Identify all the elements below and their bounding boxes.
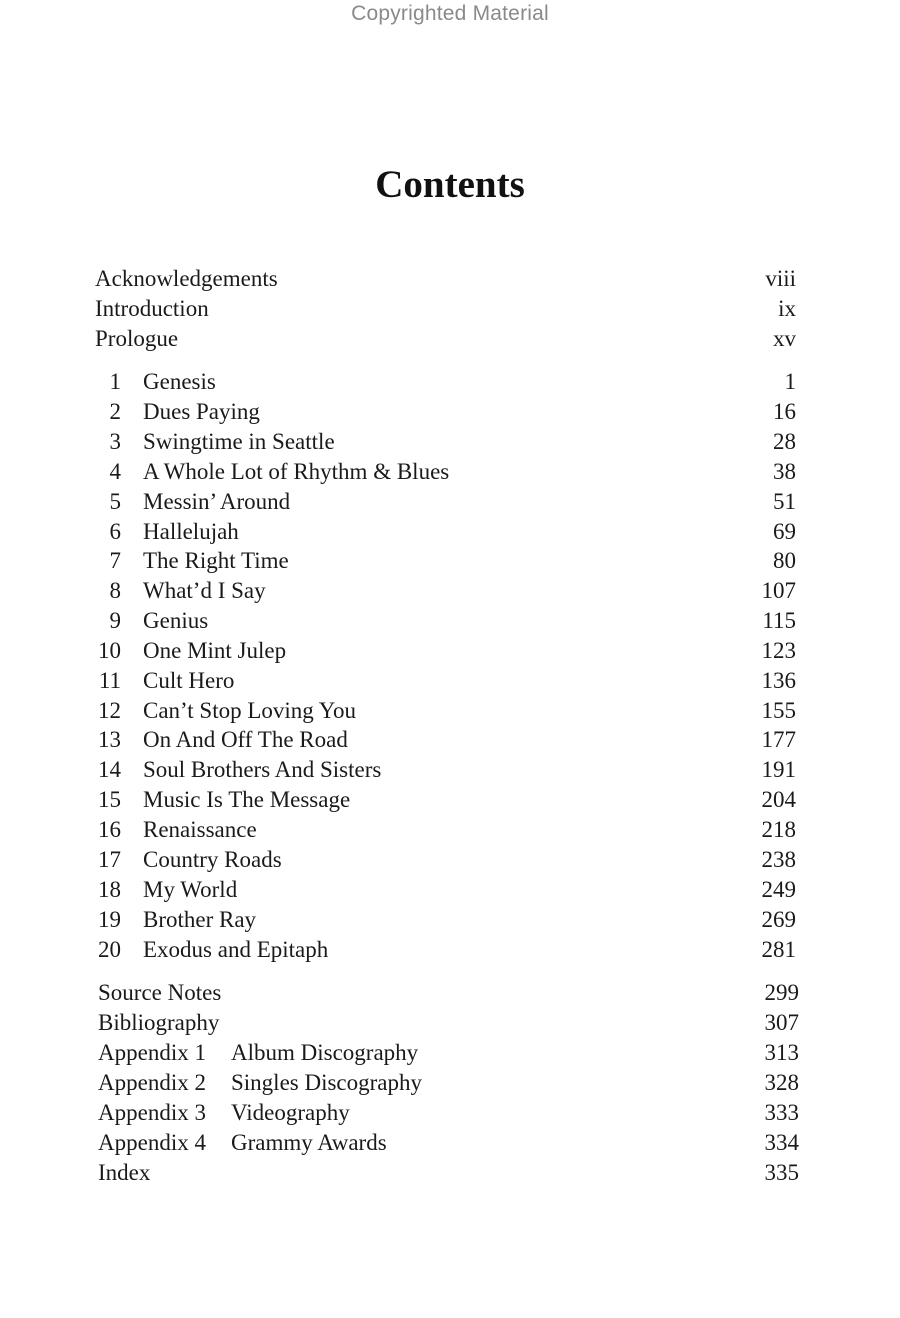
toc-chapter-19[interactable] bbox=[95, 905, 800, 935]
toc-page-number: 249 bbox=[761, 877, 796, 902]
toc-entry-bibliography[interactable] bbox=[98, 1008, 800, 1038]
chapter-number: 13 bbox=[98, 727, 121, 752]
chapter-number: 6 bbox=[109, 519, 121, 544]
chapter-number: 1 bbox=[109, 369, 121, 394]
chapter-number: 19 bbox=[98, 907, 121, 932]
chapter-title: Messin’ Around bbox=[143, 489, 291, 514]
chapter-number: 3 bbox=[109, 429, 121, 454]
chapter-title: Music Is The Message bbox=[143, 787, 351, 812]
toc-entry-introduction[interactable] bbox=[95, 294, 800, 324]
chapter-number: 2 bbox=[109, 399, 121, 424]
toc-chapter-2[interactable] bbox=[95, 397, 800, 427]
toc-chapter-5[interactable] bbox=[95, 487, 800, 517]
toc-page-number: 307 bbox=[764, 1010, 799, 1035]
toc-page-number: 334 bbox=[764, 1130, 799, 1155]
toc-chapter-1[interactable] bbox=[95, 367, 800, 397]
chapter-number: 4 bbox=[109, 459, 121, 484]
toc-entry-label: Prologue bbox=[95, 326, 179, 351]
toc-page-number: 335 bbox=[764, 1160, 799, 1185]
chapter-title: My World bbox=[143, 877, 238, 902]
appendix-title: Videography bbox=[231, 1100, 350, 1125]
chapter-title: A Whole Lot of Rhythm & Blues bbox=[143, 459, 450, 484]
appendix-title: Album Discography bbox=[231, 1040, 419, 1065]
toc-page-number: 1 bbox=[784, 369, 796, 394]
appendix-title: Grammy Awards bbox=[231, 1130, 387, 1155]
chapter-number: 17 bbox=[98, 847, 121, 872]
chapter-number: 5 bbox=[109, 489, 121, 514]
toc-page-number: 238 bbox=[761, 847, 796, 872]
toc-page-number: 16 bbox=[773, 399, 796, 424]
toc-chapter-20[interactable] bbox=[95, 935, 800, 965]
toc-page-number: viii bbox=[765, 266, 796, 291]
chapter-title: Can’t Stop Loving You bbox=[143, 698, 357, 723]
chapter-title: Soul Brothers And Sisters bbox=[143, 757, 382, 782]
chapter-title: Country Roads bbox=[143, 847, 282, 872]
toc-chapter-15[interactable] bbox=[95, 785, 800, 815]
toc-entry-label: Source Notes bbox=[98, 980, 222, 1005]
toc-entry-index[interactable] bbox=[98, 1158, 800, 1188]
toc-page-number: 299 bbox=[764, 980, 799, 1005]
chapter-title: On And Off The Road bbox=[143, 727, 348, 752]
chapter-number: 9 bbox=[109, 608, 121, 633]
chapter-title: Cult Hero bbox=[143, 668, 235, 693]
toc-entry-appendix-3[interactable] bbox=[98, 1098, 800, 1128]
toc-entry-acknowledgements[interactable] bbox=[95, 264, 800, 294]
toc-chapter-8[interactable] bbox=[95, 576, 800, 606]
appendix-label: Appendix 1 bbox=[98, 1040, 206, 1065]
toc-entry-appendix-1[interactable] bbox=[98, 1038, 800, 1068]
toc-chapter-6[interactable] bbox=[95, 517, 800, 547]
appendix-label: Appendix 4 bbox=[98, 1130, 206, 1155]
toc-chapter-4[interactable] bbox=[95, 457, 800, 487]
toc-chapter-17[interactable] bbox=[95, 845, 800, 875]
chapter-title: Genius bbox=[143, 608, 209, 633]
toc-page-number: 38 bbox=[773, 459, 796, 484]
chapter-number: 10 bbox=[98, 638, 121, 663]
toc-entry-label: Acknowledgements bbox=[95, 266, 278, 291]
toc-page-number: ix bbox=[778, 296, 796, 321]
toc-page-number: 107 bbox=[761, 578, 796, 603]
chapter-number: 12 bbox=[98, 698, 121, 723]
chapter-title: Renaissance bbox=[143, 817, 257, 842]
toc-page-number: 69 bbox=[773, 519, 796, 544]
toc-chapter-9[interactable] bbox=[95, 606, 800, 636]
toc-chapter-11[interactable] bbox=[95, 666, 800, 696]
appendix-label: Appendix 2 bbox=[98, 1070, 206, 1095]
chapter-title: Hallelujah bbox=[143, 519, 239, 544]
toc-chapter-18[interactable] bbox=[95, 875, 800, 905]
chapter-number: 11 bbox=[98, 668, 121, 693]
chapter-number: 8 bbox=[109, 578, 121, 603]
toc-page-number: 269 bbox=[761, 907, 796, 932]
toc-page-number: 333 bbox=[764, 1100, 799, 1125]
chapter-number: 15 bbox=[98, 787, 121, 812]
toc-entry-label: Index bbox=[98, 1160, 151, 1185]
toc-entry-label: Bibliography bbox=[98, 1010, 220, 1035]
chapter-title: What’d I Say bbox=[143, 578, 266, 603]
appendix-title: Singles Discography bbox=[231, 1070, 423, 1095]
appendix-label: Appendix 3 bbox=[98, 1100, 206, 1125]
toc-page-number: 177 bbox=[761, 727, 796, 752]
toc-page-number: 115 bbox=[762, 608, 796, 633]
toc-page-number: 155 bbox=[761, 698, 796, 723]
toc-chapter-3[interactable] bbox=[95, 427, 800, 457]
copyright-watermark: Copyrighted Material bbox=[351, 2, 549, 25]
toc-page-number: 281 bbox=[761, 937, 796, 962]
toc-entry-prologue[interactable] bbox=[95, 324, 800, 354]
chapter-number: 16 bbox=[98, 817, 121, 842]
toc-chapter-14[interactable] bbox=[95, 755, 800, 785]
toc-page-number: 28 bbox=[773, 429, 796, 454]
page-title: Contents bbox=[375, 163, 525, 206]
chapter-title: Exodus and Epitaph bbox=[143, 937, 329, 962]
toc-page-number: 123 bbox=[761, 638, 796, 663]
toc-page-number: 218 bbox=[761, 817, 796, 842]
toc-chapter-7[interactable] bbox=[95, 546, 800, 576]
toc-page-number: 328 bbox=[764, 1070, 799, 1095]
toc-page-number: 80 bbox=[773, 548, 796, 573]
toc-entry-label: Introduction bbox=[95, 296, 209, 321]
chapter-number: 7 bbox=[109, 548, 121, 573]
toc-chapter-13[interactable] bbox=[95, 725, 800, 755]
chapter-title: Genesis bbox=[143, 369, 216, 394]
chapter-number: 14 bbox=[98, 757, 121, 782]
chapter-title: Brother Ray bbox=[143, 907, 257, 932]
toc-page-number: xv bbox=[773, 326, 796, 351]
toc-chapter-12[interactable] bbox=[95, 696, 800, 726]
toc-entry-appendix-4[interactable] bbox=[98, 1128, 800, 1158]
chapter-title: One Mint Julep bbox=[143, 638, 287, 663]
toc-entry-source-notes[interactable] bbox=[98, 978, 800, 1008]
chapter-title: Dues Paying bbox=[143, 399, 260, 424]
chapter-number: 20 bbox=[98, 937, 121, 962]
toc-page-number: 191 bbox=[761, 757, 796, 782]
chapter-title: Swingtime in Seattle bbox=[143, 429, 335, 454]
toc-page-number: 204 bbox=[761, 787, 796, 812]
toc-page-number: 136 bbox=[761, 668, 796, 693]
toc-entry-appendix-2[interactable] bbox=[98, 1068, 800, 1098]
toc-page-number: 313 bbox=[764, 1040, 799, 1065]
toc-chapter-16[interactable] bbox=[95, 815, 800, 845]
chapter-number: 18 bbox=[98, 877, 121, 902]
toc-chapter-10[interactable] bbox=[95, 636, 800, 666]
chapter-title: The Right Time bbox=[143, 548, 289, 573]
toc-page-number: 51 bbox=[773, 489, 796, 514]
